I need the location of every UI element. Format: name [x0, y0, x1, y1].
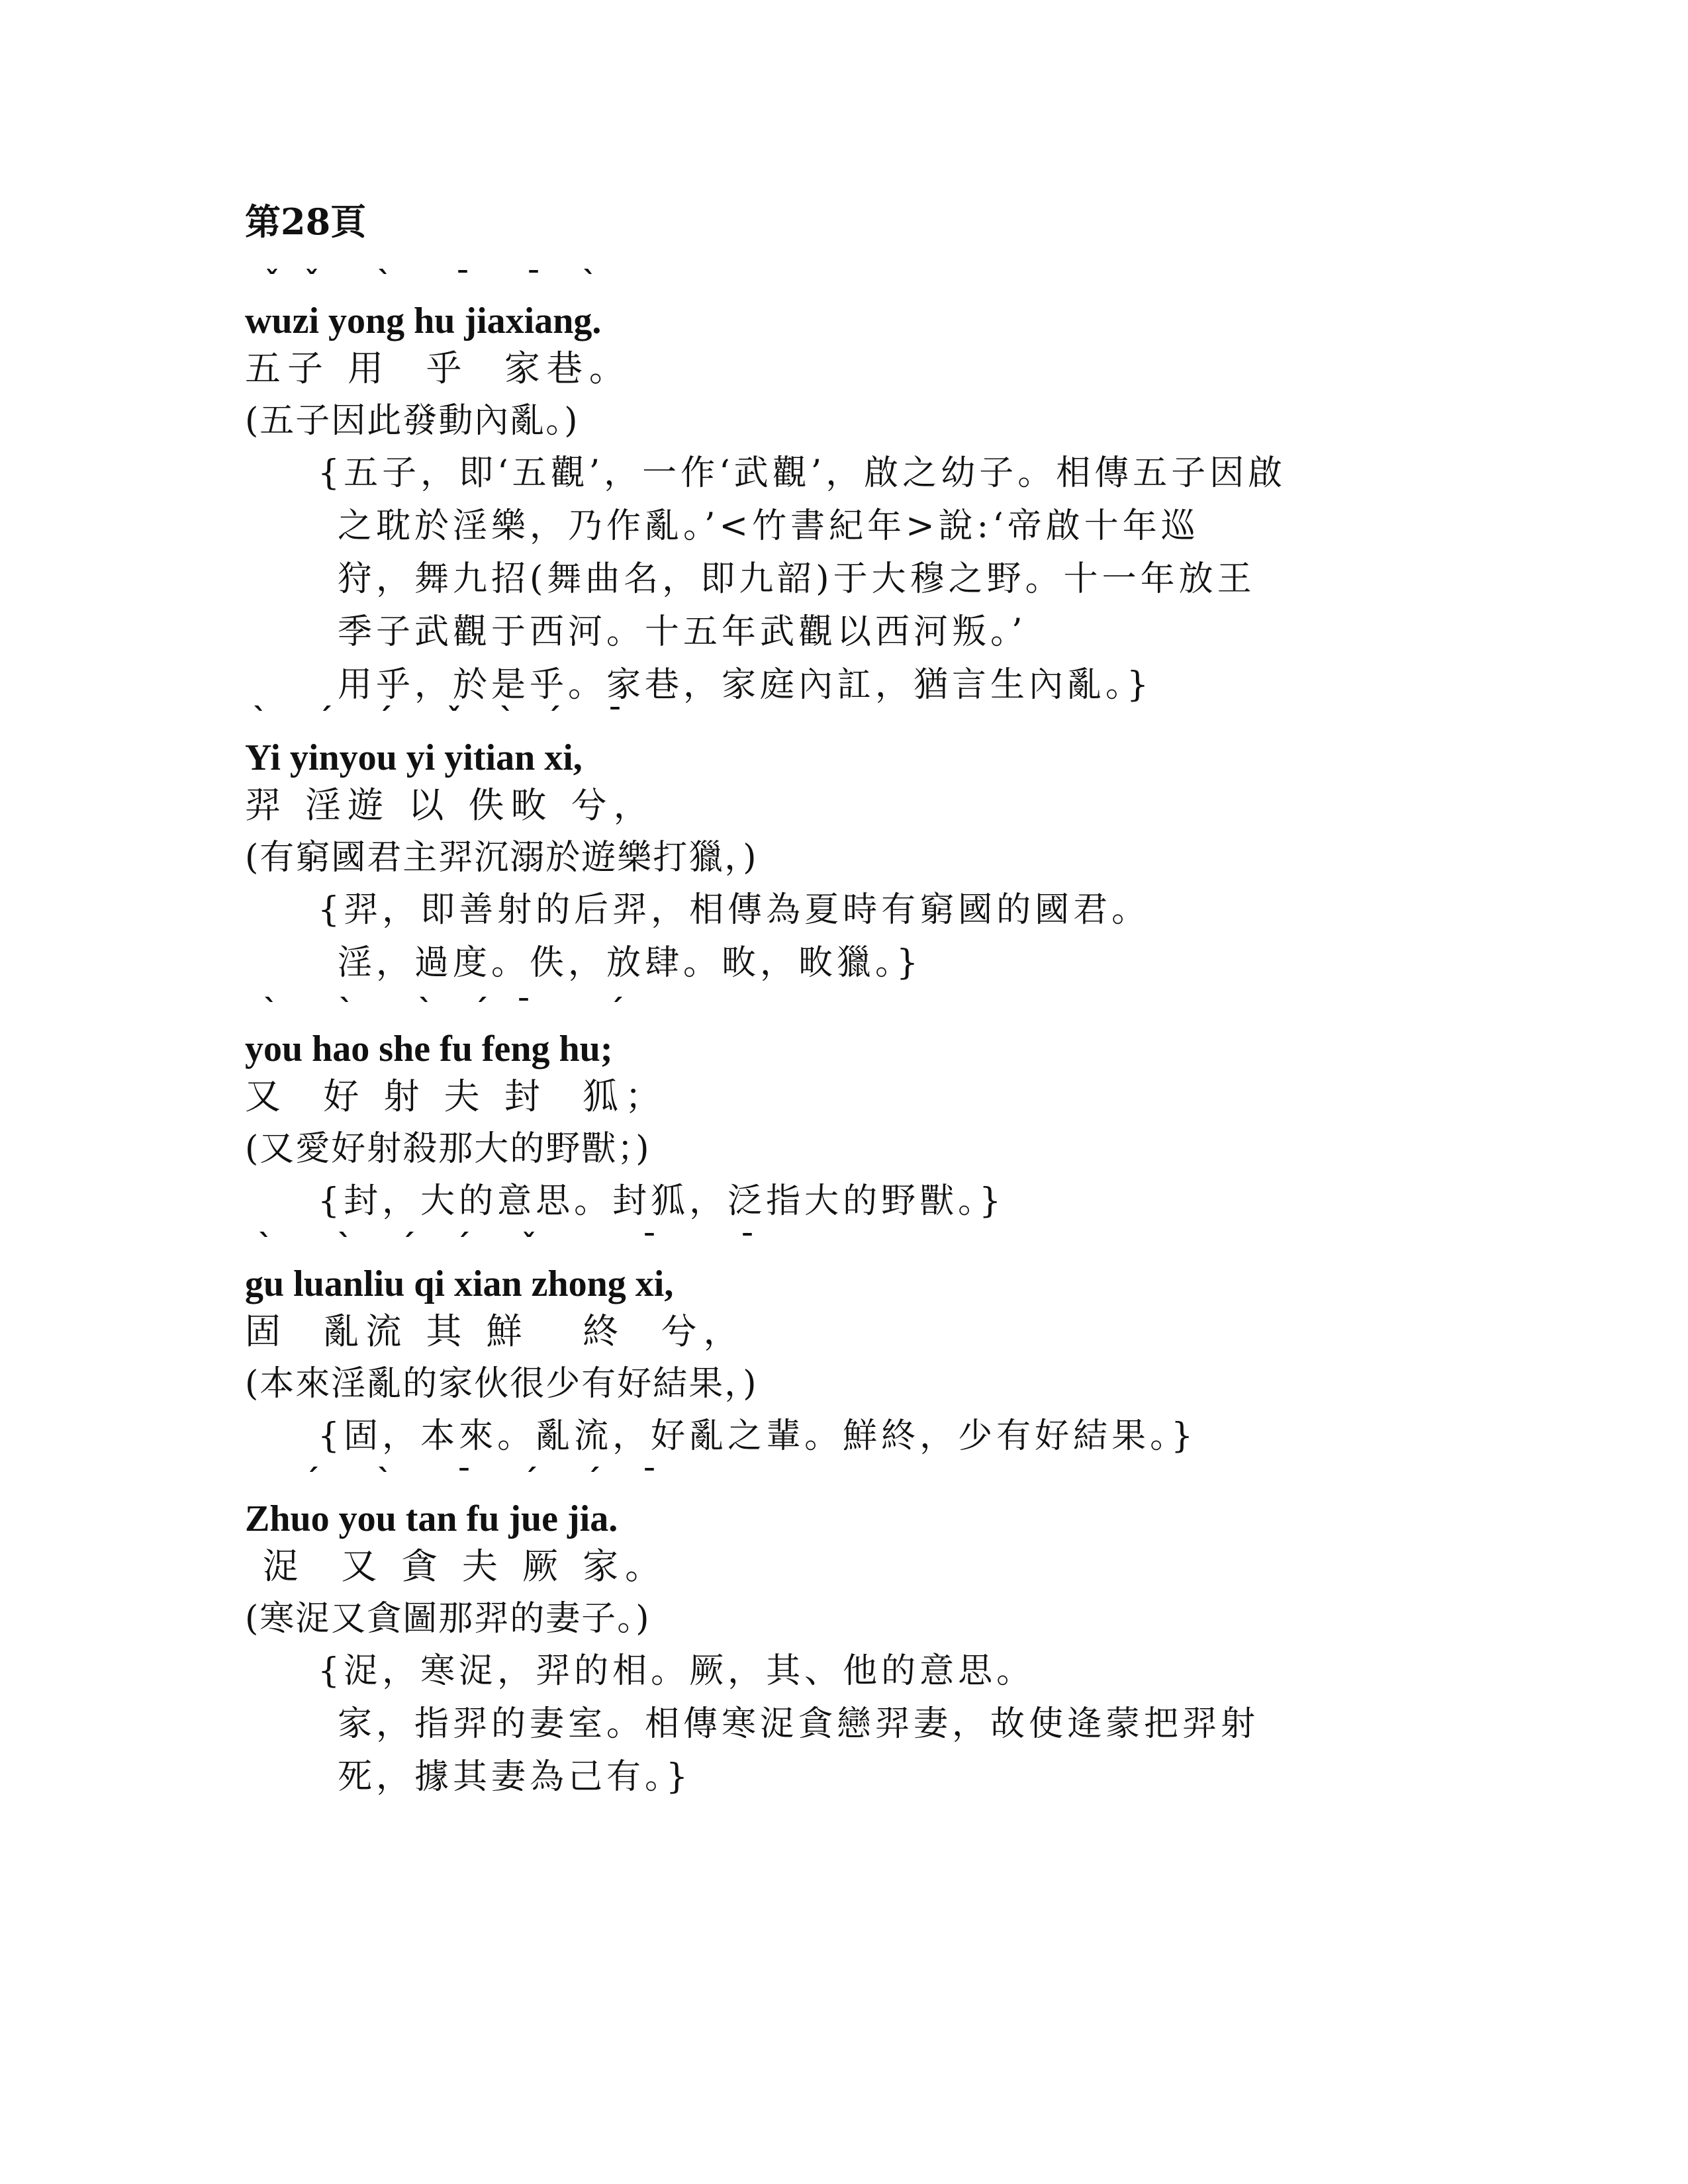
tone-mark: ˉ: [457, 1463, 471, 1497]
tone-mark: ˋ: [258, 1228, 273, 1262]
tone-mark: ˉ: [608, 702, 622, 736]
note-line: {固，本來。亂流，好亂之輩。鮮終，少有好結果。}: [318, 1416, 1197, 1456]
tone-marks: [245, 265, 1503, 300]
tone-mark: ˉ: [642, 1463, 657, 1497]
annotation: [318, 1410, 1503, 1463]
translation-line: (五子因此發動內亂。): [245, 401, 579, 441]
tone-mark: ˋ: [377, 1463, 392, 1497]
annotation: [318, 447, 1503, 711]
translation-line: (寒浞又貪圖那羿的妻子。): [245, 1599, 651, 1639]
tone-mark: ˋ: [418, 993, 433, 1027]
tone-mark: ˋ: [263, 993, 278, 1027]
note-line: 之耽於淫樂，乃作亂。’<竹書紀年>說:‘帝啟十年巡: [338, 506, 1199, 546]
tone-marks: [245, 1228, 1503, 1263]
tone-mark: ˉ: [740, 1228, 755, 1262]
tone-mark: ˊ: [586, 1463, 600, 1497]
stanza-4: [245, 1228, 1503, 1463]
annotation: [318, 884, 1503, 989]
tone-mark: ˋ: [338, 1228, 352, 1262]
note-line: 季子武觀于西河。十五年武觀以西河叛。’: [338, 612, 1027, 652]
translation-line: (有窮國君主羿沉溺於遊樂打獵，): [245, 838, 758, 878]
tone-mark: ˊ: [377, 702, 392, 736]
tone-mark: ˊ: [400, 1228, 415, 1262]
tone-mark: ˊ: [473, 993, 488, 1027]
pinyin-line: you hao she fu feng hu;: [245, 1028, 613, 1069]
page-number: 第28頁: [245, 201, 367, 243]
annotation: [318, 1175, 1503, 1228]
hanzi-line: 又 好 射 夫 封 狐；: [245, 1075, 668, 1117]
note-line: {浞，寒浞，羿的相。厥，其、他的意思。: [318, 1651, 1035, 1691]
annotation: [318, 1645, 1503, 1803]
note-line: {羿，即善射的后羿，相傳為夏時有窮國的國君。: [318, 890, 1150, 930]
note-line: 用乎，於是乎。家巷，家庭內訌，猶言生內亂。}: [338, 665, 1153, 705]
tone-mark: ˊ: [318, 702, 332, 736]
tone-mark: ˋ: [377, 265, 392, 299]
note-line: 死，據其妻為己有。}: [338, 1757, 692, 1797]
tone-mark: ˉ: [642, 1228, 657, 1262]
hanzi-line: 五子 用 乎 家巷。: [245, 347, 632, 389]
stanza-3: [245, 993, 1503, 1228]
pinyin-line: wuzi yong hu jiaxiang.: [245, 300, 602, 341]
tone-mark: ˉ: [455, 265, 470, 299]
tone-mark: ˋ: [583, 265, 597, 299]
stanza-5: [245, 1463, 1503, 1803]
note-line: {五子，即‘五觀’，一作‘武觀’，啟之幼子。相傳五子因啟: [318, 453, 1287, 493]
tone-mark: ˊ: [305, 1463, 319, 1497]
pinyin-line: Zhuo you tan fu jue jia.: [245, 1498, 618, 1539]
tone-mark: ˊ: [546, 702, 561, 736]
hanzi-line: 固 亂流 其 鮮 終 兮，: [245, 1310, 746, 1352]
tone-mark: ˋ: [339, 993, 353, 1027]
note-line: {封，大的意思。封狐，泛指大的野獸。}: [318, 1181, 1006, 1221]
tone-mark: ˇ: [265, 265, 279, 299]
tone-mark: ˇ: [522, 1228, 536, 1262]
tone-mark: ˇ: [447, 702, 461, 736]
tone-mark: ˉ: [516, 993, 531, 1027]
pinyin-line: gu luanliu qi xian zhong xi,: [245, 1263, 674, 1304]
tone-mark: ˋ: [253, 702, 267, 736]
tone-mark: ˋ: [500, 702, 514, 736]
translation-line: (又愛好射殺那大的野獸；): [245, 1129, 651, 1169]
translation-line: (本來淫亂的家伙很少有好結果，): [245, 1364, 758, 1404]
tone-marks: [245, 993, 1503, 1028]
tone-mark: ˊ: [609, 993, 624, 1027]
tone-mark: ˇ: [305, 265, 319, 299]
note-line: 淫，過度。佚，放肆。畋，畋獵。}: [338, 943, 923, 983]
hanzi-line: 浞 又 貪 夫 厥 家。: [245, 1545, 668, 1587]
tone-mark: ˊ: [455, 1228, 470, 1262]
tone-mark: ˉ: [526, 265, 541, 299]
stanza-2: [245, 702, 1503, 989]
note-line: 家，指羿的妻室。相傳寒浞貪戀羿妻，故使逄蒙把羿射: [338, 1704, 1260, 1744]
tone-mark: ˊ: [523, 1463, 538, 1497]
note-line: 狩，舞九招(舞曲名，即九韶)于大穆之野。十一年放王: [338, 559, 1256, 599]
tone-marks: [245, 702, 1503, 737]
stanza-1: [245, 265, 1503, 711]
pinyin-line: Yi yinyou yi yitian xi,: [245, 737, 583, 778]
tone-marks: [245, 1463, 1503, 1498]
hanzi-line: 羿 淫遊 以 佚畋 兮，: [245, 784, 656, 826]
